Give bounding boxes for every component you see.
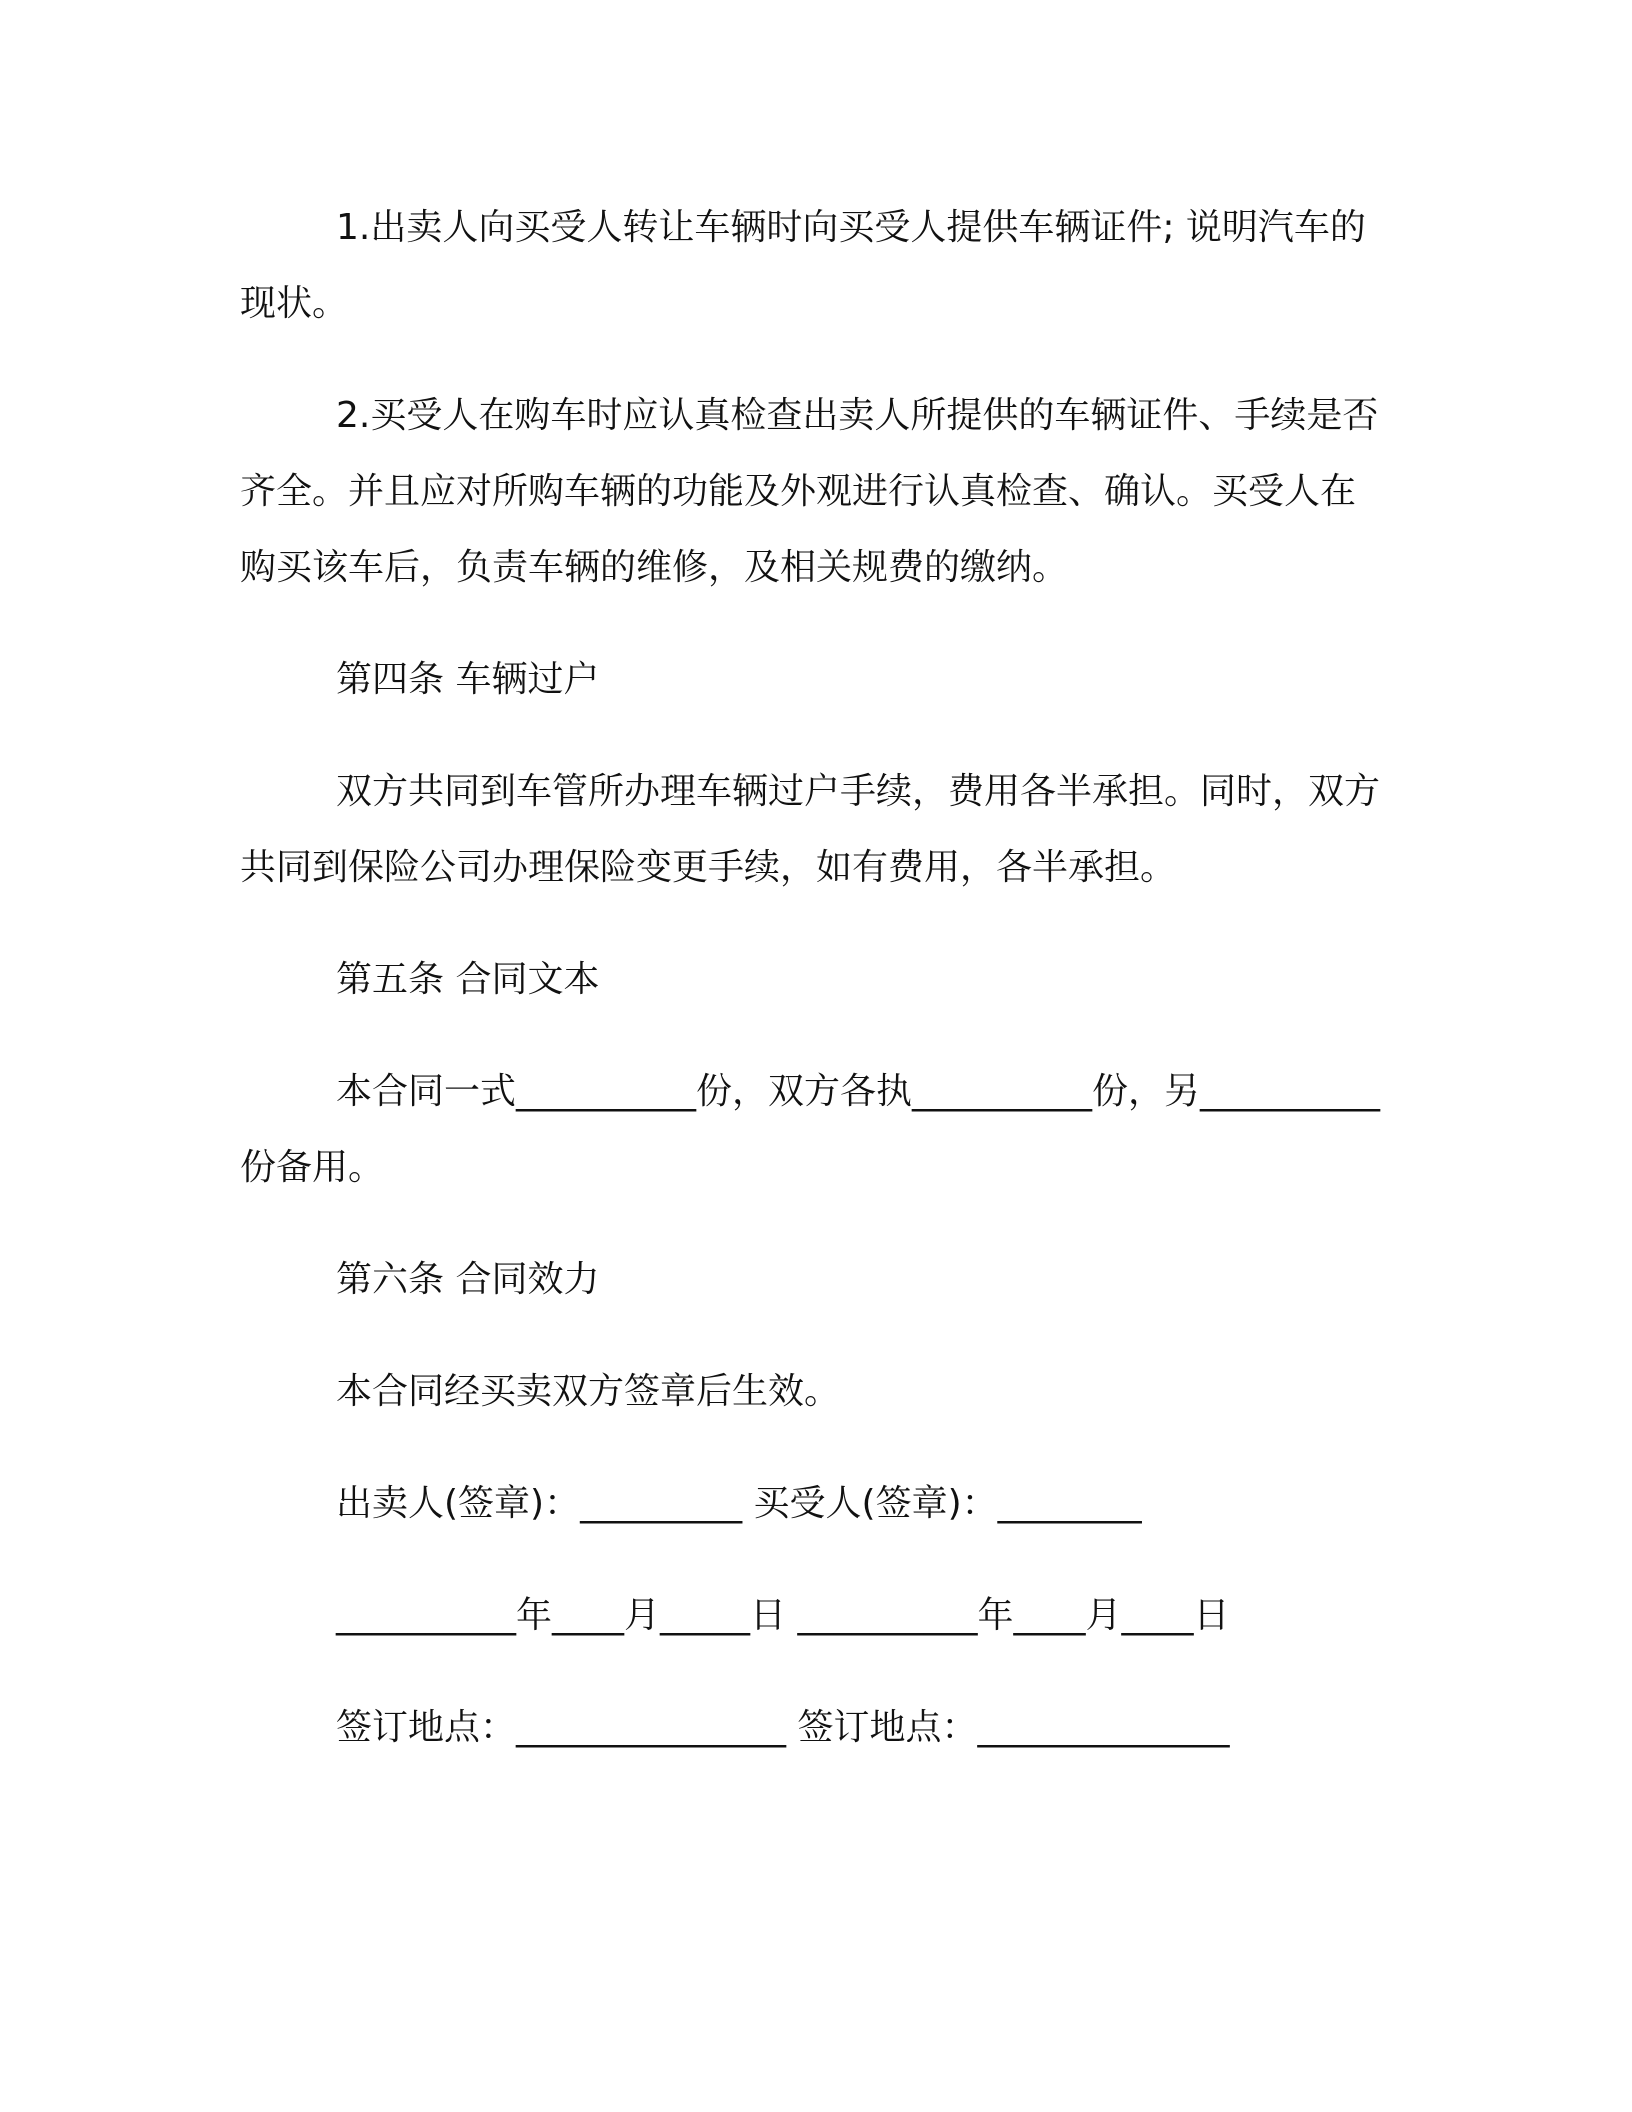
article-5-text: 本合同一式__________份，双方各执__________份，另__________份备用。 xyxy=(240,1071,1381,1188)
article-4-text: 双方共同到车管所办理车辆过户手续，费用各半承担。同时，双方共同到保险公司办理保险变更手续，如有费用，各半承担。 xyxy=(240,771,1381,888)
clause-buyer-duty: 2.买受人在购车时应认真检查出卖人所提供的车辆证件、手续是否齐全。并且应对所购车辆的功能及外观进行认真检查、确认。买受人在购买该车后，负责车辆的维修，及相关规费的缴纳。 xyxy=(240,395,1379,588)
document-page xyxy=(240,190,1390,1802)
date-line: __________年____月_____日 __________年____月____日 xyxy=(336,1595,1230,1636)
signing-place-line: 签订地点：_______________ 签订地点：______________ xyxy=(336,1707,1230,1748)
article-6-text: 本合同经买卖双方签章后生效。 xyxy=(336,1371,841,1412)
article-6-title: 第六条 合同效力 xyxy=(336,1259,600,1300)
article-4-title: 第四条 车辆过户 xyxy=(336,659,600,700)
article-5-title: 第五条 合同文本 xyxy=(336,959,600,1000)
clause-seller-duty: 1.出卖人向买受人转让车辆时向买受人提供车辆证件; 说明汽车的现状。 xyxy=(240,207,1366,324)
signature-line: 出卖人(签章)：_________ 买受人(签章)：________ xyxy=(336,1483,1142,1524)
